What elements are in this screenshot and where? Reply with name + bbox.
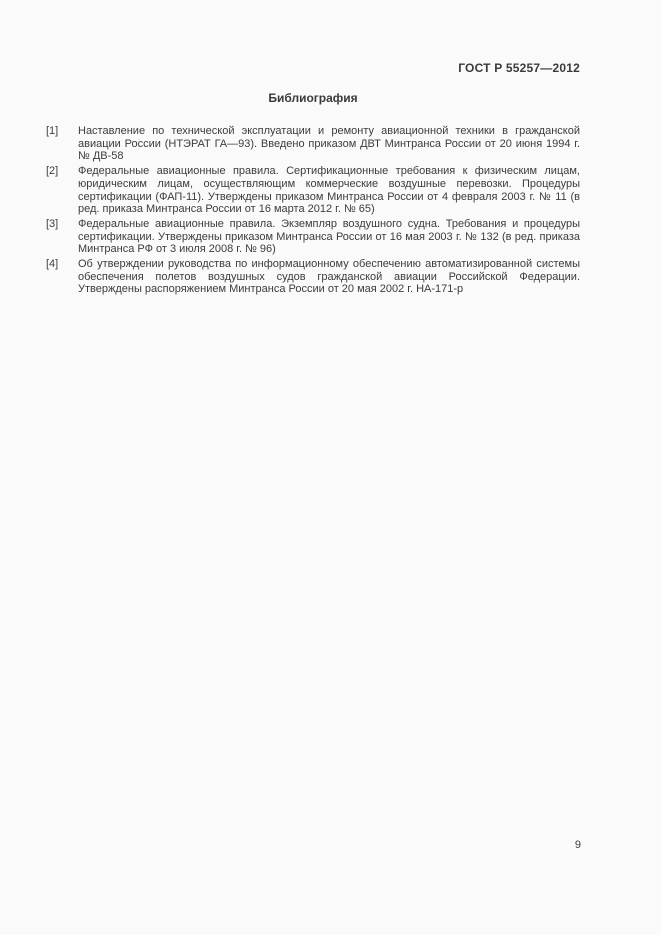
reference-text: Федеральные авиационные правила. Экземпляр воздушного судна. Требования и процедуры сертификации. Утверждены приказом Минтранса России от 16 мая 2003 г. № 132 (в ред. приказа Минтранса РФ от 3 июля 2008 г. № 96)	[78, 217, 580, 256]
reference-item	[46, 258, 580, 296]
reference-item	[46, 125, 580, 163]
document-standard-code: ГОСТ Р 55257—2012	[458, 61, 580, 75]
page-number: 9	[574, 839, 581, 851]
page-title: Библиография	[268, 91, 358, 105]
bibliography-list	[46, 125, 580, 298]
reference-label: [2]	[46, 165, 59, 178]
reference-item	[46, 165, 580, 216]
reference-label: [1]	[46, 125, 59, 137]
reference-text: Наставление по технической эксплуатации и ремонту авиационной техники в гражданской авиации России (НТЭРАТ ГА—93). Введено приказом ДВТ Минтранса России от 20 июня 1994 г. № ДВ-58	[78, 125, 580, 163]
reference-text: Федеральные авиационные правила. Сертификационные требования к физическим лицам, юридическим лицам, осуществляющим коммерческие воздушные перевозки. Процедуры сертификации (ФАП-11). Утверждены приказом Минтранса России от 4 февраля 2003 г. № 11 (в ред. приказа Минтранса России от 16 марта 2012 г. № 65)	[78, 165, 580, 216]
reference-text: Об утверждении руководства по информационному обеспечению автоматизированной системы обеспечения полетов воздушных судов гражданской авиации Российской Федерации. Утверждены распоряжением Минтранса России от 20 мая 2002 г. НА-171-р	[78, 258, 580, 296]
reference-item	[46, 218, 580, 256]
reference-label: [3]	[46, 217, 59, 230]
reference-label: [4]	[46, 258, 59, 271]
